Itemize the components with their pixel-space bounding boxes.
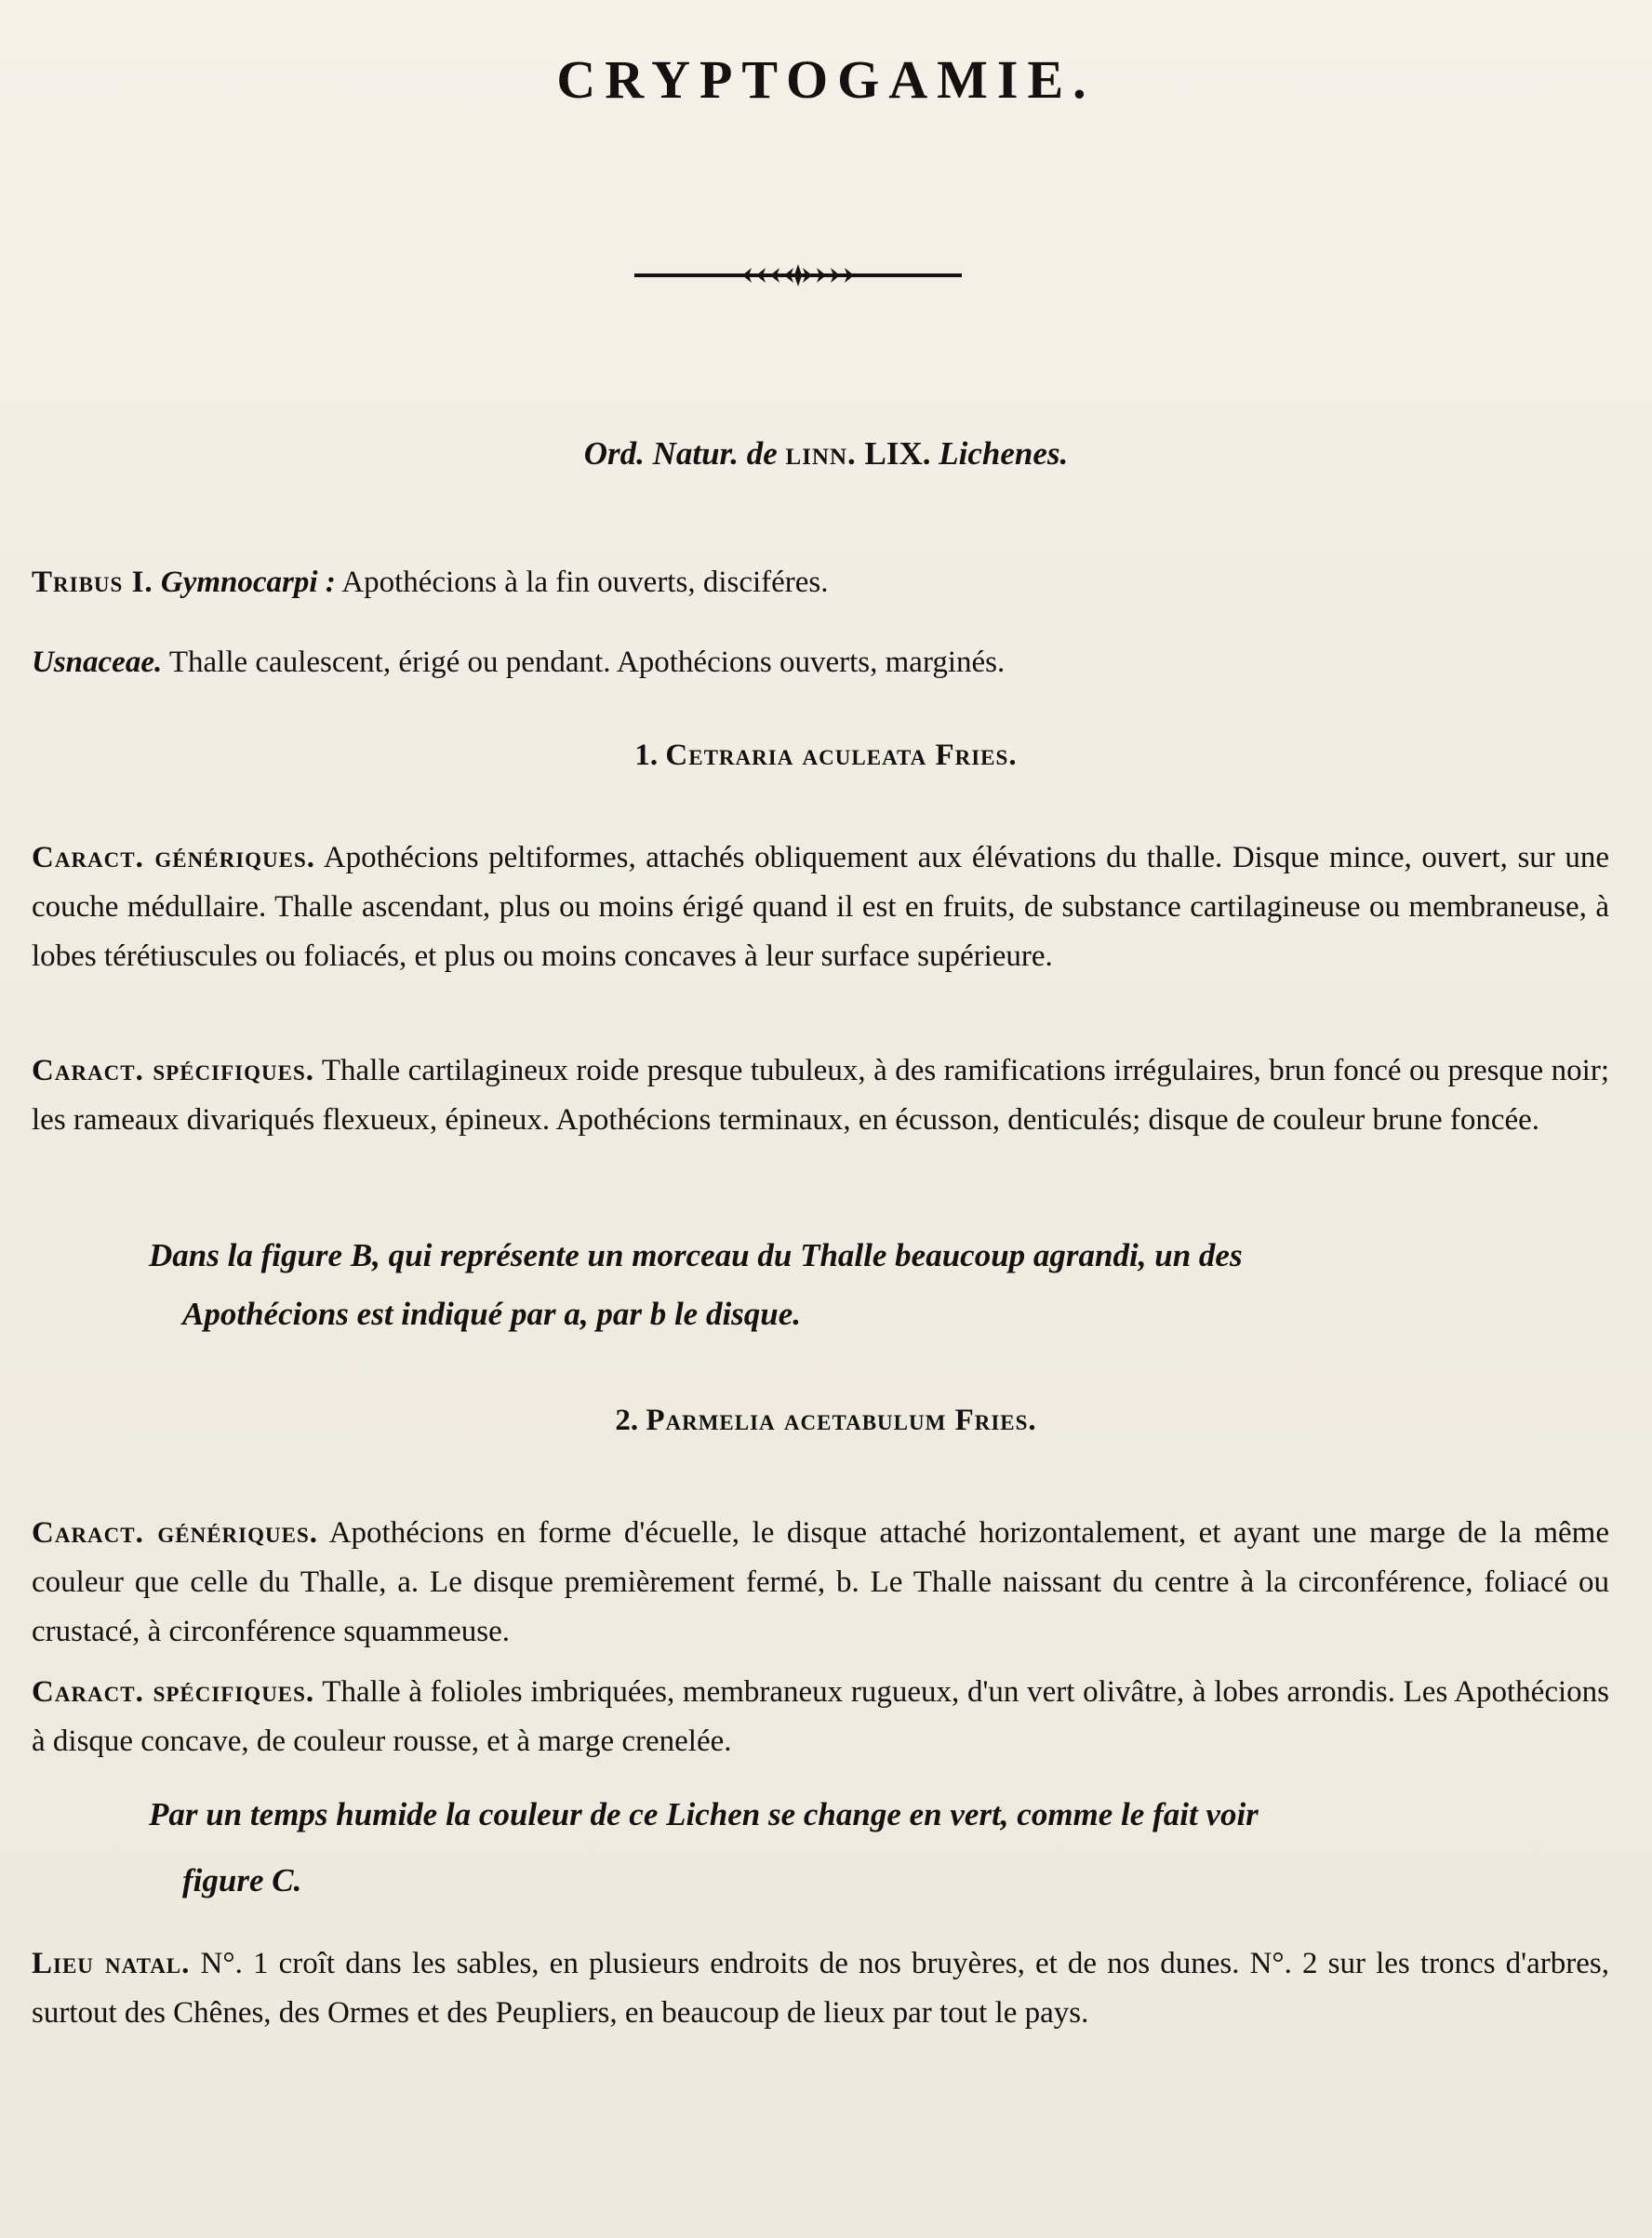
tribus-label: Tribus I. [32, 566, 153, 599]
species2-specific-text: Thalle à folioles imbriquées, membraneux rugueux, d'un vert olivâtre, à lobes arrondis. Les Apothécions à disque concave, de couleur rousse, et à marge crenelée. [32, 1675, 1609, 1758]
species2-note-line2: figure C. [182, 1862, 302, 1898]
species1-note-line1: Dans la figure B, qui représente un morceau du Thalle beaucoup agrandi, un des [149, 1237, 1243, 1273]
page-title: CRYPTOGAMIE. [556, 49, 1096, 110]
habitat [32, 1939, 1609, 2038]
species2-specific [32, 1668, 1609, 1766]
species2-specific-label: Caract. spécifiques. [32, 1675, 315, 1709]
species1-num: 1. [634, 739, 659, 772]
species1-generic-text: Apothécions peltiformes, attachés obliquement aux élévations du thalle. Disque mince, ouvert, sur une couche médullaire. Thalle ascendant, plus ou moins érigé quand il est en fruits, de substance cartilagineuse ou membraneuse, à lobes térétiuscules ou foliacés, et plus ou moins concaves à leur surface supérieure. [32, 841, 1609, 973]
usnaceae-text: Thalle caulescent, érigé ou pendant. Apothécions ouverts, marginés. [168, 646, 1006, 679]
species1-name: Cetraria aculeata Fries. [665, 739, 1018, 772]
species1-generic-label: Caract. génériques. [32, 841, 316, 874]
order-prefix: Ord. Natur. de [583, 435, 778, 472]
species2-heading [0, 1404, 1652, 1438]
tribus-name: Gymnocarpi : [160, 566, 336, 599]
order-name: Lichenes. [939, 435, 1069, 472]
species2-num: 2. [615, 1404, 639, 1437]
species1-specific-label: Caract. spécifiques. [32, 1054, 314, 1087]
species1-note-line2: Apothécions est indiqué par a, par b le disque. [182, 1296, 802, 1332]
species2-generic-label: Caract. génériques. [32, 1516, 318, 1550]
habitat-text: N°. 1 croît dans les sables, en plusieurs endroits de nos bruyères, et de nos dunes. N°. 2 sur les troncs d'arbres, surtout des Chênes, des Ormes et des Peupliers, en beaucoup de lieux par tout le pays. [32, 1947, 1609, 2030]
species2-generic [32, 1509, 1609, 1657]
ornament-divider [631, 261, 966, 289]
order-linn: linn. [785, 435, 857, 472]
species2-name: Parmelia acetabulum Fries. [646, 1404, 1037, 1437]
species2-generic-text: Apothécions en forme d'écuelle, le disque attaché horizontalement, et ayant une marge de la même couleur que celle du Thalle, a. Le disque premièrement fermé, b. Le Thalle naissant du centre à la circonférence, foliacé ou crustacé, à circonférence squammeuse. [32, 1516, 1609, 1648]
usnaceae-line [32, 638, 1609, 686]
species1-specific [32, 1046, 1609, 1145]
order-number: LIX. [864, 435, 931, 472]
tribus-line [32, 558, 1609, 606]
species1-specific-text: Thalle cartilagineux roide presque tubuleux, à des ramifications irrégulaires, brun foncé ou presque noir; les rameaux divariqués flexueux, épineux. Apothécions terminaux, en écusson, denticulés; disque de couleur brune foncée. [32, 1054, 1609, 1137]
species1-heading [0, 739, 1652, 773]
habitat-label: Lieu natal. [32, 1947, 191, 1980]
order-line [0, 435, 1652, 473]
species2-note-line1: Par un temps humide la couleur de ce Lichen se change en vert, comme le fait voir [149, 1796, 1259, 1832]
species1-generic [32, 833, 1609, 981]
usnaceae-name: Usnaceae. [32, 646, 163, 679]
tribus-text: Apothécions à la fin ouverts, disciféres. [341, 566, 829, 599]
